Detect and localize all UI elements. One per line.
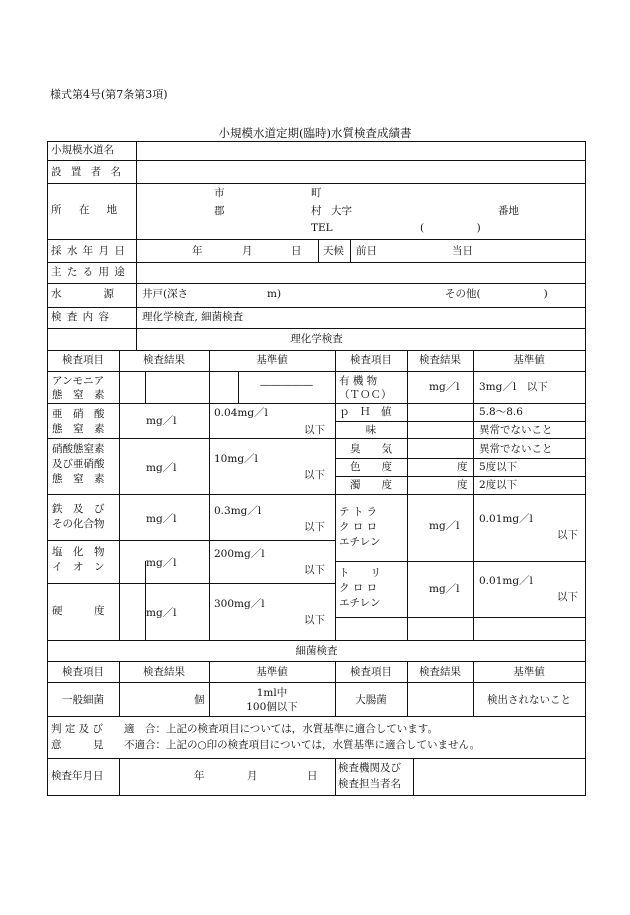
iron-label-2: その化合物 xyxy=(52,518,105,530)
ecoli-standard: 検出されないこと xyxy=(487,694,571,706)
nitrite-standard-suffix: 以下 xyxy=(304,424,325,436)
judgment-pass-text: 適 合：上記の検査項目については，水質基準に適合しています。 xyxy=(124,723,438,735)
chem-section-title: 理化学検査 xyxy=(290,333,343,345)
trichloroethylene-label: ト リ xyxy=(339,567,381,579)
document-title: 小規模水道定期(臨時)水質検査成績書 xyxy=(218,126,412,140)
previous-day-label: 前日 xyxy=(356,245,377,257)
oaza-label: 大字 xyxy=(331,205,352,217)
ph-label: ｐ Ｈ 値 xyxy=(339,406,392,418)
bact-col-item-right: 検査項目 xyxy=(350,666,392,678)
sampling-date-label: 採 水 年 月 日 xyxy=(51,245,126,257)
odor-standard: 異常でないこと xyxy=(479,443,553,455)
turbidity-label: 濁 度 xyxy=(350,479,392,491)
well-depth-unit: m) xyxy=(267,288,282,300)
water-source-label: 水 源 xyxy=(51,288,114,300)
banchi-label: 番地 xyxy=(498,205,519,217)
nitrate-label-2: 及び亜硝酸 xyxy=(52,458,105,470)
inspection-content-label: 検 査 内 容 xyxy=(51,311,111,323)
tetrachloroethylene-result-unit: mg／l xyxy=(429,520,460,532)
hardness-standard: 300mg／l xyxy=(214,598,265,610)
inspection-report-table xyxy=(47,141,586,796)
nitrite-label-2: 態 窒 素 xyxy=(52,423,105,435)
general-bacteria-standard-1: 1ml中 xyxy=(256,687,288,699)
hardness-result-unit: mg／l xyxy=(146,607,177,619)
same-day-label: 当日 xyxy=(452,245,473,257)
ammonia-standard: ――――― xyxy=(260,379,313,391)
bact-col-item-left: 検査項目 xyxy=(62,666,104,678)
sampling-year: 年 xyxy=(192,245,203,257)
toc-label-2: （ＴＯＣ） xyxy=(339,389,392,401)
hardness-label: 硬 度 xyxy=(52,605,105,617)
location-label: 所 在 地 xyxy=(51,204,125,216)
water-supply-name-label: 小規模水道名 xyxy=(51,144,114,156)
weather-label: 天候 xyxy=(323,245,344,257)
odor-label: 臭 気 xyxy=(350,443,392,455)
toc-standard: 3mg／l 以下 xyxy=(479,381,548,393)
village-label: 村 xyxy=(311,205,322,217)
nitrite-standard: 0.04mg／l xyxy=(214,407,268,419)
nitrite-result-unit: mg／l xyxy=(146,415,177,427)
main-use-label: 主 た る 用 途 xyxy=(51,266,126,278)
color-label: 色 度 xyxy=(350,461,392,473)
bact-col-standard-right: 基準値 xyxy=(513,666,545,678)
inspection-date-label: 検査年月日 xyxy=(51,770,104,782)
nitrate-label: 硝酸態窒素 xyxy=(52,443,105,455)
hardness-standard-suffix: 以下 xyxy=(304,614,325,626)
ammonia-label-2: 態 窒 素 xyxy=(52,389,105,401)
inspection-month: 月 xyxy=(247,770,258,782)
trichloroethylene-label-2: ク ロ ロ xyxy=(339,582,378,594)
color-result-unit: 度 xyxy=(457,461,468,473)
town-label: 町 xyxy=(311,187,322,199)
trichloroethylene-standard: 0.01mg／l xyxy=(479,575,533,587)
chem-col-standard-right: 基準値 xyxy=(513,354,545,366)
inspection-agency-label: 検査機関及び xyxy=(338,762,401,774)
iron-result-unit: mg／l xyxy=(146,513,177,525)
tetrachloroethylene-label-3: エチレン xyxy=(339,536,381,548)
installer-name-label: 設 置 者 名 xyxy=(51,166,125,178)
taste-label: 味 xyxy=(365,424,377,436)
well-depth-label: 井戸(深さ xyxy=(142,288,189,300)
toc-label: 有 機 物 xyxy=(339,375,378,387)
trichloroethylene-standard-suffix: 以下 xyxy=(557,591,578,603)
chem-col-item-right: 検査項目 xyxy=(350,354,392,366)
judgment-label: 判 定 及 び xyxy=(51,723,104,735)
tetrachloroethylene-standard-suffix: 以下 xyxy=(557,529,578,541)
inspection-agency-label-2: 検査担当者名 xyxy=(338,778,401,790)
bact-col-standard-left: 基準値 xyxy=(256,666,288,678)
general-bacteria-label: 一般細菌 xyxy=(62,694,104,706)
sampling-day: 日 xyxy=(291,245,302,257)
toc-result-unit: mg／l xyxy=(429,381,460,393)
sampling-month: 月 xyxy=(242,245,253,257)
tetrachloroethylene-standard: 0.01mg／l xyxy=(479,513,533,525)
tel-parens: ( ) xyxy=(420,222,481,234)
chem-col-result-left: 検査結果 xyxy=(143,354,185,366)
judgment-fail-text: 不適合：上記の○印の検査項目については，水質基準に適合していません。 xyxy=(124,739,481,751)
bact-col-result-left: 検査結果 xyxy=(143,666,185,678)
tetrachloroethylene-label: テ ト ラ xyxy=(339,506,378,518)
bacteria-section-title: 細菌検査 xyxy=(295,645,338,657)
ph-standard: 5.8～8.6 xyxy=(479,406,523,418)
turbidity-result-unit: 度 xyxy=(457,479,468,491)
turbidity-standard: 2度以下 xyxy=(479,479,518,491)
trichloroethylene-label-3: エチレン xyxy=(339,597,381,609)
nitrate-standard: 10mg／l xyxy=(214,453,258,465)
taste-standard: 異常でないこと xyxy=(479,424,553,436)
form-number: 様式第4号(第7条第3項) xyxy=(50,88,168,101)
other-source-label: その他( ) xyxy=(445,288,548,300)
chem-col-result-right: 検査結果 xyxy=(419,354,461,366)
chem-col-item-left: 検査項目 xyxy=(62,354,104,366)
inspection-year: 年 xyxy=(194,770,205,782)
iron-standard: 0.3mg／l xyxy=(214,505,262,517)
iron-standard-suffix: 以下 xyxy=(304,521,325,533)
city-label: 市 xyxy=(214,187,225,199)
tetrachloroethylene-label-2: ク ロ ロ xyxy=(339,521,378,533)
chloride-label-2: イ オ ン xyxy=(52,561,105,573)
judgment-label-2: 意 見 xyxy=(51,739,104,751)
county-label: 郡 xyxy=(214,205,225,217)
general-bacteria-unit: 個 xyxy=(194,694,205,706)
general-bacteria-standard-2: 100個以下 xyxy=(246,701,298,713)
tel-label: TEL xyxy=(311,222,333,234)
ammonia-label: アンモニア xyxy=(52,375,105,387)
trichloroethylene-result-unit: mg／l xyxy=(429,583,460,595)
chem-col-standard-left: 基準値 xyxy=(256,354,288,366)
nitrate-result-unit: mg／l xyxy=(146,462,177,474)
chloride-label: 塩 化 物 xyxy=(52,546,105,558)
nitrate-label-3: 態 窒 素 xyxy=(52,473,105,485)
nitrate-standard-suffix: 以下 xyxy=(304,469,325,481)
iron-label: 鉄 及 び xyxy=(52,503,105,515)
chloride-standard: 200mg／l xyxy=(214,548,265,560)
inspection-day: 日 xyxy=(307,770,318,782)
chloride-standard-suffix: 以下 xyxy=(304,564,325,576)
inspection-content-value: 理化学検査, 細菌検査 xyxy=(142,311,244,323)
chloride-result-unit: mg／l xyxy=(146,557,177,569)
bact-col-result-right: 検査結果 xyxy=(419,666,461,678)
ecoli-label: 大腸菌 xyxy=(355,694,387,706)
color-standard: 5度以下 xyxy=(479,461,518,473)
nitrite-label: 亜 硝 酸 xyxy=(52,408,105,420)
